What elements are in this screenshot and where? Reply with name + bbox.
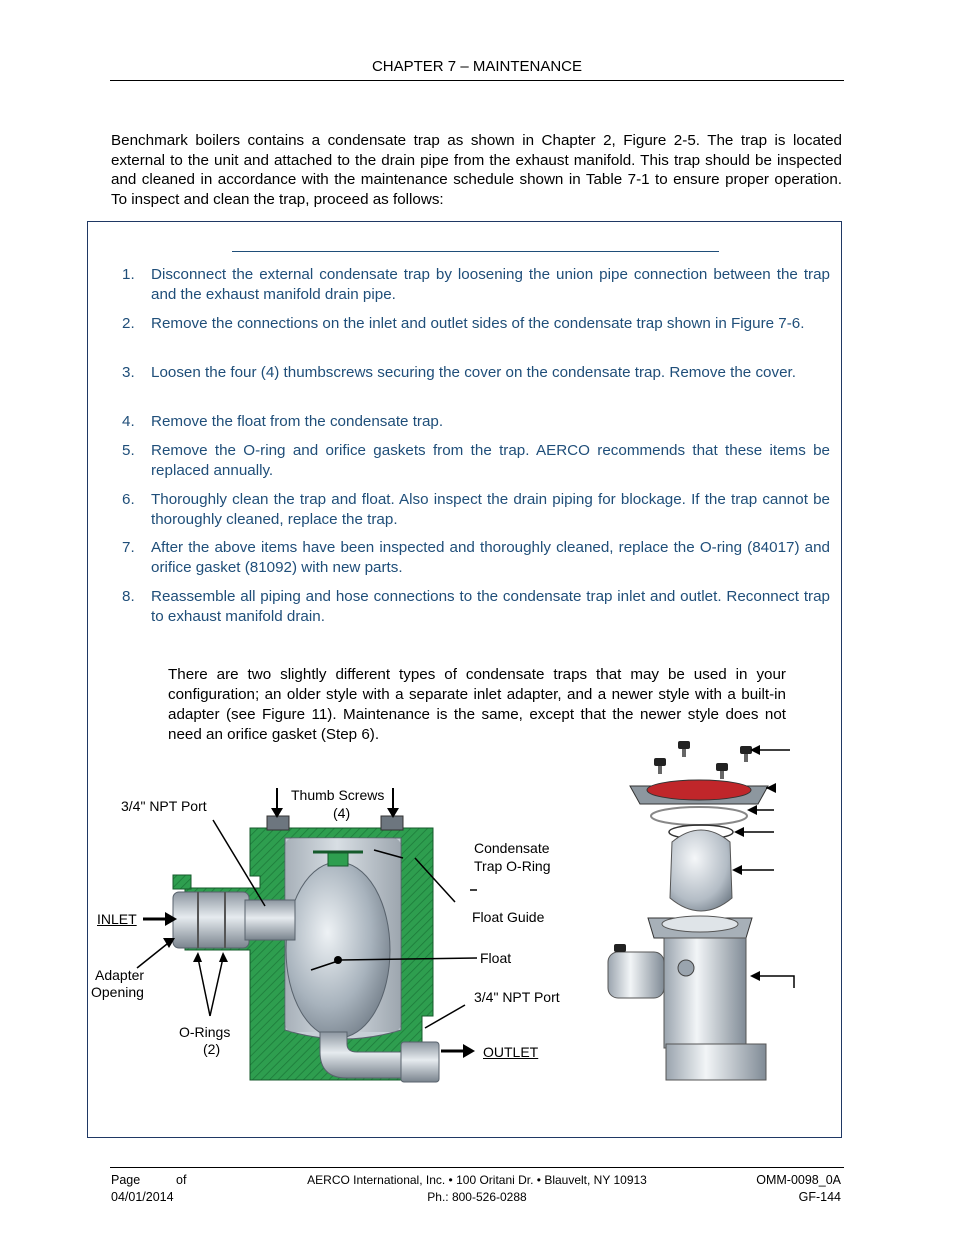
- label-inlet: INLET: [97, 911, 137, 927]
- step-number: 8.: [122, 588, 135, 605]
- label-adapter-line1: Adapter: [95, 967, 145, 983]
- step-3: [122, 363, 830, 383]
- footer-phone: Ph.: 800-526-0288: [427, 1190, 527, 1204]
- note-paragraph: There are two slightly different types of condensate traps that may be used in your configuration; an older style with a separate inlet adapter, and a newer style with a built-in adapter (see Figure 11). Maintenance is the same, except that the newer style does not need an orifice gasket (Step 6).: [168, 666, 786, 743]
- label-adapter-line2: Opening: [91, 984, 144, 1000]
- step-number: 4.: [122, 413, 135, 430]
- label-o-ring-line2: Trap O-Ring: [474, 858, 551, 874]
- step-1: [122, 265, 830, 304]
- step-number: 6.: [122, 491, 135, 508]
- label-o-ring-line1: Condensate: [474, 840, 550, 856]
- step-4: [122, 412, 830, 432]
- label-outlet: OUTLET: [483, 1044, 539, 1060]
- label-float: Float: [480, 950, 512, 966]
- step-8: [122, 587, 830, 626]
- footer-doc-number: OMM-0098_0A: [756, 1173, 841, 1187]
- chapter-title: CHAPTER 7 – MAINTENANCE: [371, 58, 583, 75]
- step-number: 2.: [122, 315, 135, 332]
- step-number: 3.: [122, 364, 135, 381]
- step-text: Remove the connections on the inlet and outlet sides of the condensate trap shown in Figure 7-6.: [151, 315, 805, 332]
- step-number: 5.: [122, 442, 135, 459]
- label-npt-port-top: 3/4" NPT Port: [121, 798, 207, 814]
- footer-rule: [110, 1167, 844, 1168]
- intro-paragraph: Benchmark boilers contains a condensate trap as shown in Chapter 2, Figure 2-5. The trap is located external to the unit and attached to the drain pipe from the exhaust manifold. This trap should be inspected and cleaned in accordance with the maintenance schedule shown in Table 7-1 to ensure proper operation. To inspect and clean the trap, proceed as follows:: [111, 132, 842, 208]
- label-thumb-screws-count: (4): [333, 805, 351, 821]
- step-number: 1.: [122, 266, 135, 283]
- step-6: [122, 490, 830, 529]
- step-text: Remove the float from the condensate trap.: [151, 413, 444, 430]
- step-text: Disconnect the external condensate trap by loosening the union pipe connection between the trap and the exhaust manifold drain pipe.: [151, 266, 830, 303]
- label-o-rings-count: (2): [203, 1041, 221, 1057]
- label-npt-port-bottom: 3/4" NPT Port: [474, 989, 560, 1005]
- step-text: Loosen the four (4) thumbscrews securing the cover on the condensate trap. Remove the cover.: [151, 364, 796, 381]
- footer-page: Page: [111, 1173, 141, 1187]
- step-2: [122, 314, 830, 334]
- label-o-rings: O-Rings: [179, 1024, 231, 1040]
- step-7: [122, 538, 830, 577]
- header-rule: [110, 80, 844, 81]
- step-text: Remove the O-ring and orifice gaskets from the trap. AERCO recommends that these items be replaced annually.: [151, 442, 830, 479]
- procedure-heading-rule: [232, 251, 719, 252]
- trap-exploded-diagram: [600, 738, 800, 1083]
- thumb-screw-icon: [654, 741, 752, 779]
- label-float-guide: Float Guide: [472, 909, 545, 925]
- step-text: After the above items have been inspected and thoroughly cleaned, replace the O-ring (84017) and orifice gasket (81092) with new parts.: [151, 539, 830, 576]
- footer-date: 04/01/2014: [111, 1190, 174, 1204]
- step-text: Thoroughly clean the trap and float. Also inspect the drain piping for blockage. If the trap cannot be thoroughly cleaned, replace the trap.: [151, 491, 830, 528]
- step-5: [122, 441, 830, 480]
- footer-gf-number: GF-144: [798, 1190, 841, 1204]
- footer-company: AERCO International, Inc. • 100 Oritani Dr. • Blauvelt, NY 10913: [307, 1173, 647, 1187]
- step-text: Reassemble all piping and hose connections to the condensate trap inlet and outlet. Reconnect trap to exhaust manifold drain.: [151, 588, 830, 625]
- footer-of: of: [176, 1173, 187, 1187]
- step-number: 7.: [122, 539, 135, 556]
- label-thumb-screws: Thumb Screws: [291, 787, 385, 803]
